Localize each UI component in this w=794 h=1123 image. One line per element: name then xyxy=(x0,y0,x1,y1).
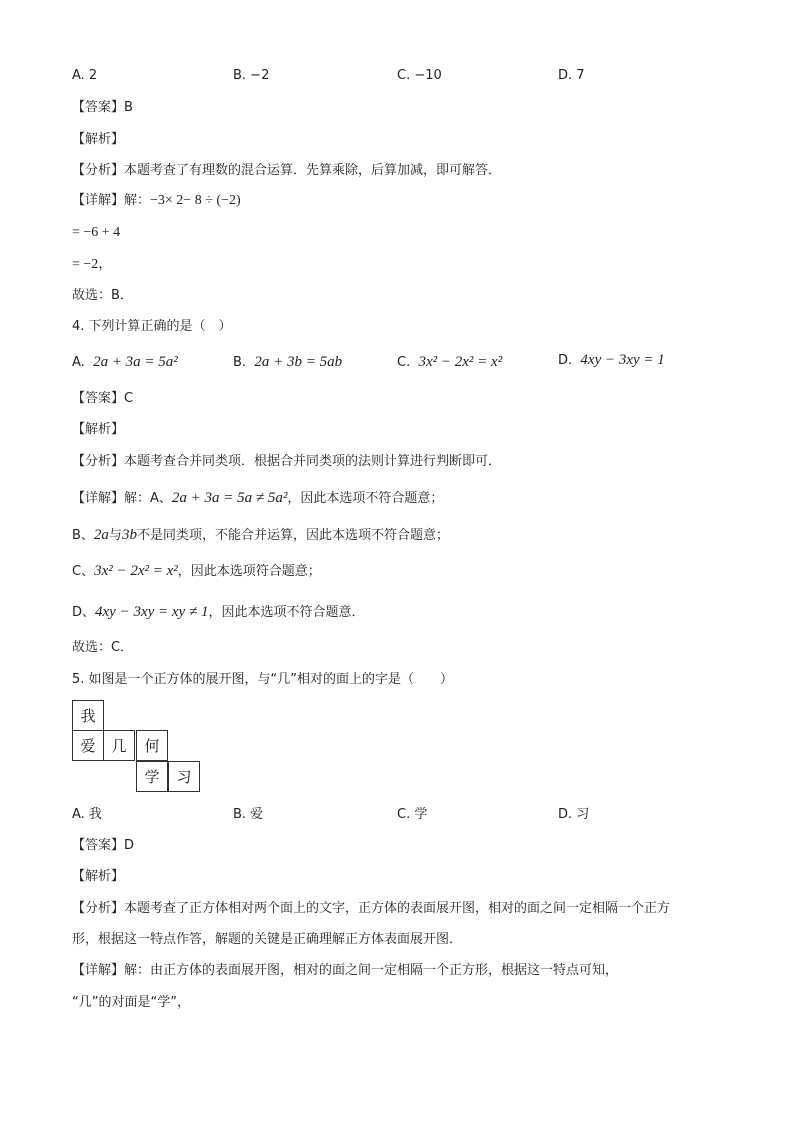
q3-option-b: B. −2 xyxy=(233,68,270,83)
q4-detail-a-prefix: 【详解】解：A、 xyxy=(72,491,172,506)
net-cell-ji: 几 xyxy=(103,730,135,761)
q4-detail-b-prefix: B、 xyxy=(72,528,94,543)
q4-detail-b-mid: 与 xyxy=(108,528,122,543)
q4-detail-a xyxy=(72,488,443,509)
q4-option-a xyxy=(72,352,178,373)
q5-stem: 5. 如图是一个正方体的展开图，与“几”相对的面上的字是（ ） xyxy=(72,672,454,687)
net-cell-ai: 爱 xyxy=(72,730,104,761)
q3-step-2: = −2， xyxy=(72,257,113,272)
q4-detail-c xyxy=(72,561,321,582)
q5-option-c: C. 学 xyxy=(397,807,428,822)
q4-option-b xyxy=(233,352,342,373)
q4-detail-d xyxy=(72,602,364,623)
q4-detail-b-expr-1: 2a xyxy=(93,527,109,543)
q3-option-a: A. 2 xyxy=(72,68,98,83)
q4-option-d-expr: 4xy − 3xy = 1 xyxy=(580,352,665,368)
q4-option-d-label: D. xyxy=(558,353,573,368)
q3-analysis: 【分析】本题考查了有理数的混合运算．先算乘除，后算加减，即可解答． xyxy=(72,163,502,178)
q4-detail-d-suffix: ，因此本选项不符合题意． xyxy=(208,605,365,620)
q4-option-a-label: A. xyxy=(72,355,85,370)
q3-choose: 故选：B． xyxy=(72,288,133,303)
q4-detail-c-suffix: ，因此本选项符合题意； xyxy=(177,564,321,579)
q4-detail-c-prefix: C、 xyxy=(72,564,95,579)
net-cell-xue: 学 xyxy=(136,761,168,792)
q4-analysis: 【分析】本题考查合并同类项．根据合并同类项的法则计算进行判断即可． xyxy=(72,454,502,469)
q4-option-c xyxy=(397,352,502,373)
q3-option-d: D. 7 xyxy=(558,68,585,83)
q3-analysis-heading: 【解析】 xyxy=(72,132,125,147)
q4-detail-a-suffix: ，因此本选项不符合题意； xyxy=(287,491,444,506)
q4-detail-b-expr-2: 3b xyxy=(121,527,137,543)
q4-option-c-expr: 3x² − 2x² = x² xyxy=(418,354,503,370)
q4-option-b-label: B. xyxy=(233,355,247,370)
q5-detail-line-2: “几”的对面是“学”， xyxy=(72,995,190,1010)
q4-option-b-expr: 2a + 3b = 5ab xyxy=(254,354,343,370)
q4-option-d xyxy=(558,350,665,371)
q4-answer: 【答案】C xyxy=(72,391,134,406)
q3-step-1: = −6 + 4 xyxy=(72,225,121,240)
q3-detail xyxy=(72,191,241,211)
q4-detail-d-expr: 4xy − 3xy = xy ≠ 1 xyxy=(95,604,209,620)
q4-analysis-heading: 【解析】 xyxy=(72,422,125,437)
q4-detail-c-expr: 3x² − 2x² = x² xyxy=(94,563,178,579)
q4-stem: 4. 下列计算正确的是（ ） xyxy=(72,319,232,334)
net-cell-xi: 习 xyxy=(168,761,200,792)
q4-detail-b xyxy=(72,525,449,546)
q5-answer: 【答案】D xyxy=(72,838,135,853)
q4-detail-d-prefix: D、 xyxy=(72,605,96,620)
q5-analysis-line-2: 形，根据这一特点作答，解题的关键是正确理解正方体表面展开图． xyxy=(72,932,463,947)
q3-answer: 【答案】B xyxy=(72,100,133,115)
q5-analysis-line-1: 【分析】本题考查了正方体相对两个面上的文字，正方体的表面展开图，相对的面之间一定相隔一个正方 xyxy=(72,901,671,916)
net-cell-wo: 我 xyxy=(72,700,104,731)
q4-choose: 故选：C． xyxy=(72,640,134,655)
q4-option-c-label: C. xyxy=(397,355,411,370)
q3-option-c: C. −10 xyxy=(397,68,442,83)
cube-net-figure xyxy=(72,700,202,796)
q4-detail-b-suffix: 不是同类项，不能合并运算，因此本选项不符合题意； xyxy=(136,528,449,543)
q3-detail-expression: −3× 2− 8 ÷ (−2) xyxy=(150,193,241,208)
q5-option-a: A. 我 xyxy=(72,807,102,822)
q3-detail-prefix: 【详解】解： xyxy=(72,193,151,208)
q5-analysis-heading: 【解析】 xyxy=(72,869,125,884)
q5-option-d: D. 习 xyxy=(558,807,590,822)
q4-option-a-expr: 2a + 3a = 5a² xyxy=(93,354,178,370)
q5-option-b: B. 爱 xyxy=(233,807,264,822)
q4-detail-a-expr: 2a + 3a = 5a ≠ 5a² xyxy=(171,490,288,506)
q5-detail-line-1: 【详解】解：由正方体的表面展开图，相对的面之间一定相隔一个正方形，根据这一特点可知， xyxy=(72,963,619,978)
net-cell-he: 何 xyxy=(136,730,168,761)
